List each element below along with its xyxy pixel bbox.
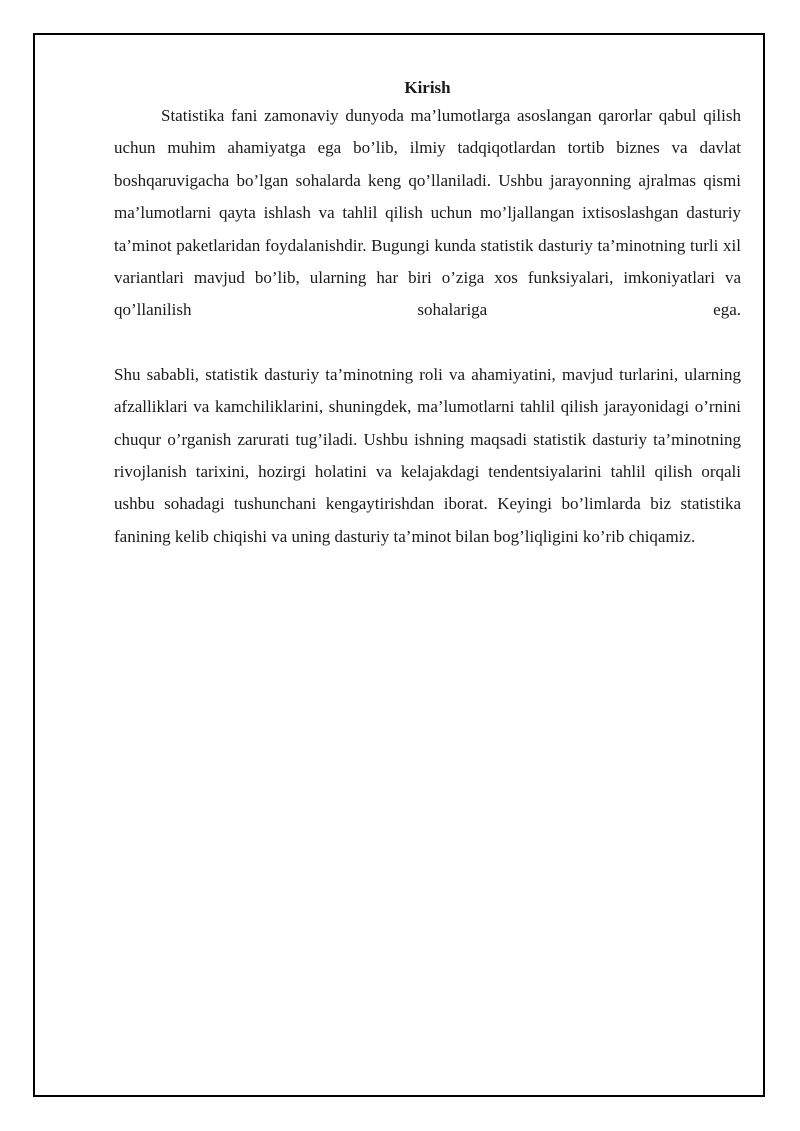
page-title: Kirish	[404, 78, 451, 97]
paragraph-2: Shu sababli, statistik dasturiy ta’minotning roli va ahamiyatini, mavjud turlarini, ularning afzalliklari va kamchiliklarini, shuningdek, ma’lumotlarni tahlil qilish jarayonidagi o’rnini chuqur o’rganish zarurati tug’iladi. Ushbu ishning maqsadi statistik dasturiy ta’minotning rivojlanish tarixini, hozirgi holatini va kelajakdagi tendentsiyalarini tahlil qilish orqali ushbu sohadagi tushunchani kengaytirishdan iborat. Keyingi bo’limlarda biz statistika fanining kelib chiqishi va uning dasturiy ta’minot bilan bog’liqligini ko’rib chiqamiz.	[114, 364, 741, 546]
paragraph-1: Statistika fani zamonaviy dunyoda ma’lumotlarga asoslangan qarorlar qabul qilish uchun muhim ahamiyatga ega bo’lib, ilmiy tadqiqotlardan tortib biznes va davlat boshqaruvigacha bo’lgan sohalarda keng qo’llaniladi. Ushbu jarayonning ajralmas qismi ma’lumotlarni qayta ishlash va tahlil qilish uchun mo’ljallangan ixtisoslashgan dasturiy ta’minot paketlaridan foydalanishdir. Bugungi kunda statistik dasturiy ta’minotning turli xil variantlari mavjud bo’lib, ularning har biri o’ziga xos funksiyalari, imkoniyatlari va qo’llanilish sohalariga ega.	[114, 106, 741, 320]
document-body	[114, 76, 741, 553]
paragraph-spacer	[114, 327, 741, 359]
